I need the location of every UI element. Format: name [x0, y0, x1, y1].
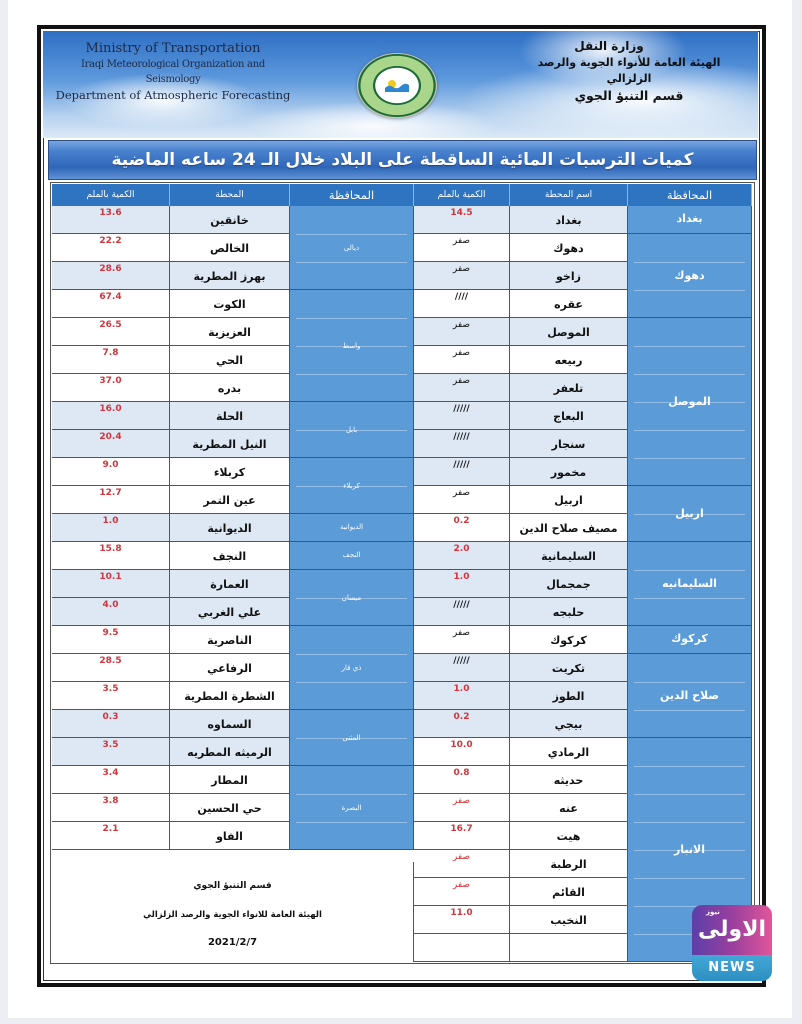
amount-cell: صفر — [414, 262, 510, 290]
governorate-cell — [628, 486, 752, 542]
amount-cell: 67.4 — [52, 290, 170, 318]
governorate-cell — [290, 626, 414, 710]
station-cell: سنجار — [510, 430, 628, 458]
amount-cell: 2.1 — [52, 822, 170, 850]
station-cell: الرميثه المطريه — [170, 738, 290, 766]
governorate-label: السليمانيه — [662, 577, 717, 590]
amount-cell: 0.3 — [52, 710, 170, 738]
amount-cell: 28.5 — [52, 654, 170, 682]
row-divider — [296, 262, 407, 263]
row-divider — [296, 234, 407, 235]
amount-cell: 10.0 — [414, 738, 510, 766]
amount-cell: ///// — [414, 654, 510, 682]
amount-cell: 0.8 — [414, 766, 510, 794]
amount-cell: 9.0 — [52, 458, 170, 486]
row-divider — [634, 346, 745, 347]
page-title: كميات الترسبات المائية الساقطة على البلاد خلال الـ 24 ساعه الماضية — [48, 140, 757, 180]
amount-cell: صفر — [414, 374, 510, 402]
station-cell: كركوك — [510, 626, 628, 654]
row-divider — [296, 682, 407, 683]
amount-cell: 11.0 — [414, 906, 510, 934]
amount-cell: صفر — [414, 850, 510, 878]
ministry-name-ar: وزارة النقل — [574, 39, 644, 53]
governorate-label: صلاح الدين — [659, 689, 720, 702]
station-cell: دهوك — [510, 234, 628, 262]
row-divider — [296, 794, 407, 795]
station-cell: حلبجه — [510, 598, 628, 626]
governorate-label: الديوانية — [339, 523, 364, 531]
row-divider — [296, 654, 407, 655]
department-name-ar: قسم التنبؤ الجوي — [574, 88, 684, 103]
station-cell: الشطرة المطرية — [170, 682, 290, 710]
station-cell: الموصل — [510, 318, 628, 346]
amount-cell: 3.5 — [52, 738, 170, 766]
station-cell: الحي — [170, 346, 290, 374]
row-divider — [634, 570, 745, 571]
amount-cell: 9.5 — [52, 626, 170, 654]
station-cell: بيجي — [510, 710, 628, 738]
column-header-governorate: المحافظة — [290, 184, 414, 206]
station-cell: اربيل — [510, 486, 628, 514]
governorate-cell — [628, 318, 752, 486]
watermark-arabic — [692, 905, 772, 955]
amount-cell: 20.4 — [52, 430, 170, 458]
row-divider — [634, 430, 745, 431]
watermark-small-text: نيوز — [706, 908, 720, 916]
amount-cell: 4.0 — [52, 598, 170, 626]
column-header-governorate: المحافظة — [628, 184, 752, 206]
amount-cell: ///// — [414, 430, 510, 458]
station-cell: الحلة — [170, 402, 290, 430]
governorate-label: البصرة — [341, 804, 362, 812]
amount-cell: 22.2 — [52, 234, 170, 262]
governorate-label: دهوك — [674, 269, 705, 282]
footer-date: 2021/2/7 — [207, 937, 258, 948]
amount-cell: صفر — [414, 234, 510, 262]
station-cell: بدره — [170, 374, 290, 402]
amount-cell: 28.6 — [52, 262, 170, 290]
governorate-label: الانبار — [673, 843, 706, 856]
station-cell: بهرز المطرية — [170, 262, 290, 290]
station-cell: العمارة — [170, 570, 290, 598]
governorate-cell — [628, 542, 752, 626]
governorate-cell — [628, 206, 752, 234]
ministry-name-en: Ministry of Transportation — [85, 41, 261, 56]
amount-cell: 0.2 — [414, 710, 510, 738]
station-cell — [510, 934, 628, 962]
station-cell: الخالص — [170, 234, 290, 262]
amount-cell: ///// — [414, 402, 510, 430]
watermark-news-label: NEWS — [692, 955, 772, 981]
governorate-label: المثنى — [342, 734, 361, 742]
governorate-cell — [628, 626, 752, 654]
governorate-cell — [290, 514, 414, 542]
amount-cell: ///// — [414, 458, 510, 486]
amount-cell: 7.8 — [52, 346, 170, 374]
amount-cell: 26.5 — [52, 318, 170, 346]
station-cell: زاخو — [510, 262, 628, 290]
station-cell: القائم — [510, 878, 628, 906]
amount-cell: 3.5 — [52, 682, 170, 710]
governorate-label: ميسان — [341, 594, 362, 602]
page-edge-bottom — [0, 1018, 802, 1024]
page-edge-right — [792, 0, 802, 1024]
station-cell: النيل المطرية — [170, 430, 290, 458]
governorate-cell — [290, 206, 414, 290]
row-divider — [634, 822, 745, 823]
issuer-footer — [52, 862, 414, 962]
row-divider — [634, 794, 745, 795]
governorate-label: كربلاء — [343, 482, 360, 490]
amount-cell: 37.0 — [52, 374, 170, 402]
column-header-amount: الكمية بالملم — [52, 184, 170, 206]
column-header-station: اسم المحطة — [510, 184, 628, 206]
amount-cell: صفر — [414, 878, 510, 906]
amount-cell: ///// — [414, 598, 510, 626]
station-cell: البعاج — [510, 402, 628, 430]
station-cell: حديثه — [510, 766, 628, 794]
station-cell: تلعفر — [510, 374, 628, 402]
station-cell: ربيعه — [510, 346, 628, 374]
amount-cell: صفر — [414, 318, 510, 346]
station-cell: الكوت — [170, 290, 290, 318]
station-cell: النجف — [170, 542, 290, 570]
governorate-cell — [290, 710, 414, 766]
amount-cell: 12.7 — [52, 486, 170, 514]
amount-cell: صفر — [414, 486, 510, 514]
governorate-cell — [290, 542, 414, 570]
amount-cell: 16.7 — [414, 822, 510, 850]
station-cell: مصيف صلاح الدين — [510, 514, 628, 542]
station-cell: الرطبة — [510, 850, 628, 878]
page-edge-left — [0, 0, 8, 1024]
station-cell: تكريت — [510, 654, 628, 682]
station-cell: مخمور — [510, 458, 628, 486]
governorate-cell — [290, 766, 414, 850]
station-cell: الرمادي — [510, 738, 628, 766]
station-cell: النخيب — [510, 906, 628, 934]
governorate-cell — [290, 290, 414, 402]
column-header-amount: الكمية بالملم — [414, 184, 510, 206]
station-cell: العزيزية — [170, 318, 290, 346]
watermark-brand-text: الاولى — [697, 917, 767, 942]
amount-cell: 1.0 — [52, 514, 170, 542]
amount-cell: صفر — [414, 794, 510, 822]
governorate-cell — [628, 654, 752, 738]
governorate-label: الموصل — [668, 395, 711, 408]
banner-english-text — [53, 40, 293, 103]
station-cell: الناصرية — [170, 626, 290, 654]
station-cell: علي الغربي — [170, 598, 290, 626]
station-cell: كربلاء — [170, 458, 290, 486]
organization-logo-icon — [357, 53, 437, 118]
banner-arabic-text — [514, 38, 744, 105]
governorate-label: بابل — [345, 426, 358, 434]
station-cell: خانقين — [170, 206, 290, 234]
amount-cell: 2.0 — [414, 542, 510, 570]
organization-name-en: Iraqi Meteorological Organization and Seismology — [81, 59, 265, 85]
amount-cell: 14.5 — [414, 206, 510, 234]
amount-cell: 0.2 — [414, 514, 510, 542]
governorate-label: ديالى — [343, 244, 360, 252]
station-cell: بغداد — [510, 206, 628, 234]
row-divider — [634, 262, 745, 263]
amount-cell: 3.8 — [52, 794, 170, 822]
row-divider — [296, 374, 407, 375]
station-cell: المطار — [170, 766, 290, 794]
amount-cell: 15.8 — [52, 542, 170, 570]
governorate-label: النجف — [342, 551, 361, 559]
row-divider — [634, 290, 745, 291]
station-cell: عقره — [510, 290, 628, 318]
amount-cell: 3.4 — [52, 766, 170, 794]
amount-cell: صفر — [414, 626, 510, 654]
row-divider — [634, 598, 745, 599]
station-cell: الديوانية — [170, 514, 290, 542]
governorate-cell — [290, 570, 414, 626]
row-divider — [634, 458, 745, 459]
row-divider — [634, 710, 745, 711]
governorate-cell — [290, 402, 414, 458]
row-divider — [634, 374, 745, 375]
governorate-cell — [290, 458, 414, 514]
amount-cell: 1.0 — [414, 682, 510, 710]
station-cell: السماوه — [170, 710, 290, 738]
news-watermark-logo — [692, 905, 772, 983]
station-cell: هيت — [510, 822, 628, 850]
row-divider — [634, 766, 745, 767]
station-cell: الفاو — [170, 822, 290, 850]
station-cell: الطوز — [510, 682, 628, 710]
station-cell: السليمانية — [510, 542, 628, 570]
amount-cell: 1.0 — [414, 570, 510, 598]
footer-department: قسم التنبؤ الجوي — [193, 881, 272, 891]
column-header-station: المحطة — [170, 184, 290, 206]
department-name-en: Department of Atmospheric Forecasting — [55, 88, 291, 102]
station-cell: جمجمال — [510, 570, 628, 598]
row-divider — [296, 822, 407, 823]
row-divider — [634, 878, 745, 879]
amount-cell: 16.0 — [52, 402, 170, 430]
organization-name-ar: الهيئة العامة للأنواء الجوية والرصد الزلزالي — [537, 56, 721, 85]
governorate-label: واسط — [342, 342, 361, 350]
governorate-label: بغداد — [676, 212, 703, 225]
sun-wave-icon — [384, 78, 410, 92]
amount-cell: //// — [414, 290, 510, 318]
amount-cell: 10.1 — [52, 570, 170, 598]
row-divider — [296, 318, 407, 319]
station-cell: عين التمر — [170, 486, 290, 514]
amount-cell — [414, 934, 510, 962]
governorate-label: اربيل — [675, 507, 704, 520]
governorate-cell — [628, 234, 752, 318]
row-divider — [634, 682, 745, 683]
station-cell: حي الحسين — [170, 794, 290, 822]
station-cell: الرفاعي — [170, 654, 290, 682]
amount-cell: صفر — [414, 346, 510, 374]
governorate-label: ذي قار — [341, 664, 362, 672]
amount-cell: 13.6 — [52, 206, 170, 234]
footer-organization: الهيئة العامة للانواء الجوية والرصد الزلزالي — [143, 910, 322, 920]
station-cell: عنه — [510, 794, 628, 822]
governorate-label: كركوك — [671, 632, 708, 645]
